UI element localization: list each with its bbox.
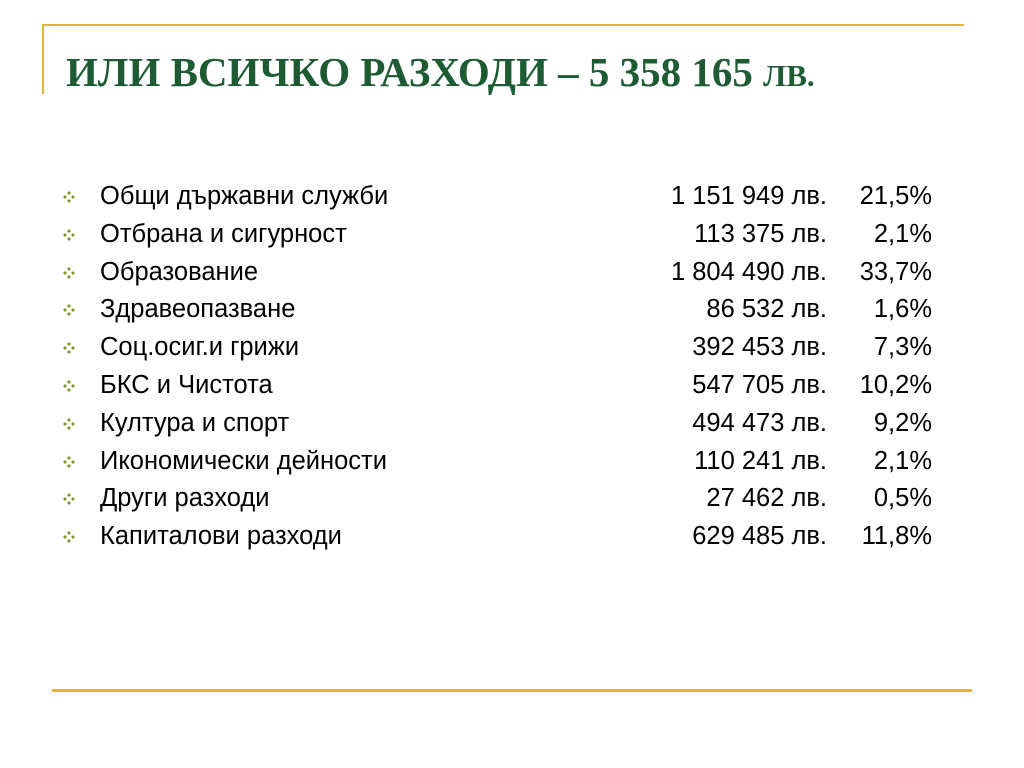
expense-list: [62, 178, 962, 556]
title-unit: ЛВ.: [763, 58, 815, 93]
item-amount: 110 241 лв.: [694, 446, 827, 475]
list-item: [62, 216, 962, 254]
item-percent: 9,2%: [873, 408, 932, 437]
top-rule: [42, 24, 964, 26]
item-amount: 1 151 949 лв.: [670, 182, 827, 210]
item-amount: 113 375 лв.: [694, 219, 827, 248]
item-label: Общи държавни служби: [100, 182, 389, 210]
item-amount: 547 705 лв.: [692, 370, 827, 399]
item-percent: 0,5%: [873, 484, 932, 513]
item-percent: 33,7%: [859, 257, 932, 286]
diamond-cluster-icon: [62, 492, 76, 506]
item-percent: 21,5%: [859, 182, 932, 210]
item-label: Образование: [100, 257, 259, 286]
item-percent: 2,1%: [873, 219, 932, 248]
item-label: Соц.осиг.и грижи: [100, 333, 300, 362]
item-percent: 2,1%: [873, 446, 932, 475]
list-item: [62, 443, 962, 481]
item-label: БКС и Чистота: [100, 370, 273, 399]
list-item: [62, 518, 962, 556]
item-amount: 494 473 лв.: [692, 408, 827, 437]
item-label: Здравеопазване: [100, 295, 296, 324]
item-label: Капиталови разходи: [100, 522, 342, 551]
list-item: [62, 291, 962, 329]
list-item: [62, 405, 962, 443]
item-amount: 1 804 490 лв.: [670, 257, 827, 286]
item-percent: 1,6%: [873, 295, 932, 324]
item-amount: 86 532 лв.: [706, 295, 827, 324]
diamond-cluster-icon: [62, 228, 76, 242]
diamond-cluster-icon: [62, 530, 76, 544]
item-amount: 392 453 лв.: [692, 333, 827, 362]
diamond-cluster-icon: [62, 341, 76, 355]
bottom-rule: [52, 689, 972, 692]
list-item: [62, 254, 962, 292]
item-amount: 27 462 лв.: [706, 484, 827, 513]
item-percent: 7,3%: [873, 333, 932, 362]
diamond-cluster-icon: [62, 190, 76, 204]
list-item: [62, 178, 962, 216]
diamond-cluster-icon: [62, 303, 76, 317]
item-label: Култура и спорт: [100, 408, 290, 437]
item-label: Отбрана и сигурност: [100, 219, 347, 248]
diamond-cluster-icon: [62, 266, 76, 280]
title-main: ИЛИ ВСИЧКО РАЗХОДИ – 5 358 165: [66, 49, 753, 95]
diamond-cluster-icon: [62, 417, 76, 431]
item-label: Други разходи: [100, 484, 270, 513]
item-amount: 629 485 лв.: [692, 522, 827, 551]
left-rule: [42, 24, 44, 94]
list-item: [62, 367, 962, 405]
slide-title: [66, 44, 815, 104]
item-percent: 11,8%: [861, 522, 932, 551]
diamond-cluster-icon: [62, 455, 76, 469]
list-item: [62, 480, 962, 518]
item-percent: 10,2%: [859, 370, 932, 399]
diamond-cluster-icon: [62, 379, 76, 393]
item-label: Икономически дейности: [100, 446, 387, 475]
list-item: [62, 329, 962, 367]
